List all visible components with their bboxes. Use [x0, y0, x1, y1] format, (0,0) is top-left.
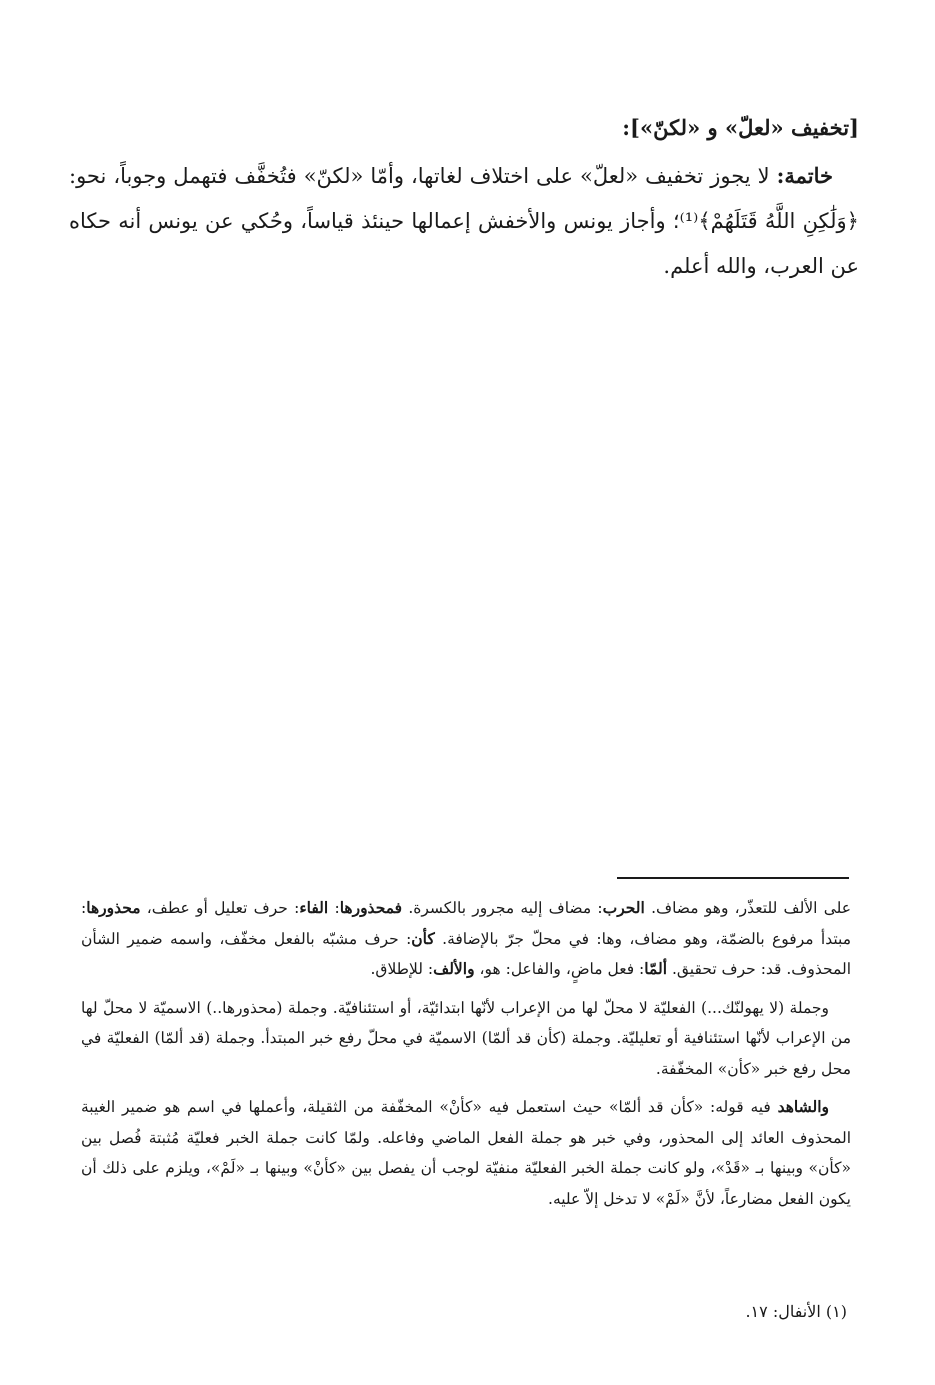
note-text: : — [328, 899, 340, 917]
main-paragraph — [69, 153, 859, 289]
section-heading: [تخفيف «لعلّ» و «لكنّ»]: — [622, 115, 859, 140]
paragraph-lead: خاتمة: — [776, 163, 833, 188]
note-term: كأن — [411, 928, 435, 948]
footnote-separator — [617, 877, 849, 879]
note-text: : حرف مشبّه بالفعل مخفّف، واسمه ضمير الشأن المحذوف. قد: حرف تحقيق. — [81, 929, 851, 978]
note-term: محذورها — [86, 898, 141, 917]
note-text: : للإطلاق. — [370, 960, 434, 978]
note-text: : حرف تعليل أو عطف، — [140, 899, 300, 917]
notes-block — [81, 893, 851, 1222]
note-term: والشاهد — [777, 1097, 829, 1116]
note-text: على الألف للتعذّر، وهو مضاف. — [644, 899, 852, 917]
note-term: والألف — [433, 959, 475, 978]
notes-paragraph-1 — [81, 893, 851, 985]
note-term: الفاء — [299, 898, 329, 917]
note-text: : فعل ماضٍ، والفاعل: هو، — [474, 960, 645, 978]
note-term: فمحذورها — [339, 898, 403, 917]
main-text — [69, 108, 859, 289]
notes-paragraph-3 — [81, 1092, 851, 1214]
note-text: : مبتدأ مرفوع بالضمّة، وهو مضاف، وها: في محلّ جرّ بالإضافة. — [81, 899, 852, 948]
notes-paragraph-2: وجملة (لا يهولنّك...) الفعليّة لا محلّ لها من الإعراب لأنّها ابتدائيّة، أو استئنافيّة. وجملة (محذورها..) الاسميّة لا محلّ لها من الإعراب لأنّها استئنافية أو تعليليّة. وجملة (كأن قد ألمّا) الاسميّة في محلّ رفع خبر المبتدأ. وجملة (قد ألمّا) الفعليّة في محل رفع خبر «كأن» المخفّفة. — [81, 998, 851, 1078]
note-term: الحرب — [602, 898, 645, 917]
footnote: (١) الأنفال: ١٧. — [745, 1302, 847, 1321]
note-text: فيه قوله: «كأن قد ألمّا» حيث استعمل فيه «كأنْ» المخفّفة من الثقيلة، وأعملها في اسم هو ضمير الغيبة المحذوف العائد إلى المحذور، وفي خبر هو جملة الفعل الماضي وفاعله. ولمّا كانت جملة الخبر فعليّة مُثبتة فُصل بين «كأن» وبينها بـ «قَدْ»، ولو كانت جملة الخبر الفعليّة منفيّة لوجب أن يفصل بين «كأنْ» وبينها بـ «لَمْ»، ويلزم على ذلك أن يكون الفعل مضارعاً، لأنَّ «لَمْ» لا تدخل إلاّ عليه. — [81, 1098, 851, 1208]
note-text: : مضاف إليه مجرور بالكسرة. — [402, 899, 603, 917]
note-term: ألمّا — [644, 959, 668, 978]
paragraph-text: لا يجوز تخفيف «لعلّ» على اختلاف لغاتها، وأمّا «لكنّ» فتُخفَّف فتهمل وجوباً، نحو: ﴿وَلَٰكِنِ اللَّهُ قَتَلَهُمْ﴾⁽¹⁾؛ وأجاز يونس والأخفش إعمالها حينئذ قياساً، وحُكي عن يونس أنه حكاه عن العرب، والله أعلم. — [69, 164, 859, 278]
